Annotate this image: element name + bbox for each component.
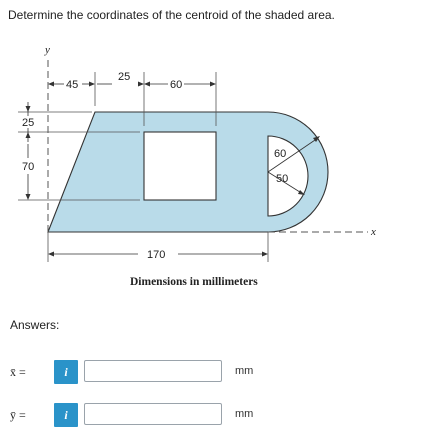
dim-70: 70 (22, 161, 35, 173)
y-bar-unit: mm (235, 408, 254, 420)
dim-50: 50 (276, 173, 289, 185)
arrow-head (262, 252, 268, 257)
arrow-head (89, 82, 95, 87)
x-bar-unit: mm (235, 365, 254, 377)
dim-170: 170 (147, 249, 166, 261)
square-hole (144, 132, 216, 200)
y-bar-input[interactable] (84, 403, 222, 425)
answer-row-y (10, 403, 340, 427)
arrow-head (26, 132, 31, 138)
arrow-head (26, 194, 31, 200)
answers-title: Answers: (10, 318, 60, 332)
dim-60-top: 60 (170, 79, 183, 91)
answer-row-x (10, 360, 340, 384)
dim-45: 45 (66, 79, 79, 91)
dim-60-radius: 60 (274, 148, 287, 160)
x-axis-label: x (371, 226, 376, 238)
y-bar-label: ȳ = (10, 408, 26, 422)
arrow-head (144, 82, 150, 87)
arrow-head (210, 82, 216, 87)
dim-25-left: 25 (22, 117, 35, 129)
x-bar-input[interactable] (84, 360, 222, 382)
arrow-head (26, 106, 31, 112)
y-axis-label: y (45, 44, 50, 56)
arrow-head (138, 82, 144, 87)
arrow-head (48, 252, 54, 257)
arrow-head (48, 82, 54, 87)
info-icon[interactable]: i (54, 403, 78, 427)
x-bar-label: x̄ = (10, 365, 26, 379)
info-icon[interactable]: i (54, 360, 78, 384)
question-text: Determine the coordinates of the centroid of the shaded area. (8, 8, 335, 22)
centroid-figure (0, 36, 435, 296)
figure-caption: Dimensions in millimeters (130, 276, 258, 288)
dim-25-top: 25 (118, 71, 131, 83)
